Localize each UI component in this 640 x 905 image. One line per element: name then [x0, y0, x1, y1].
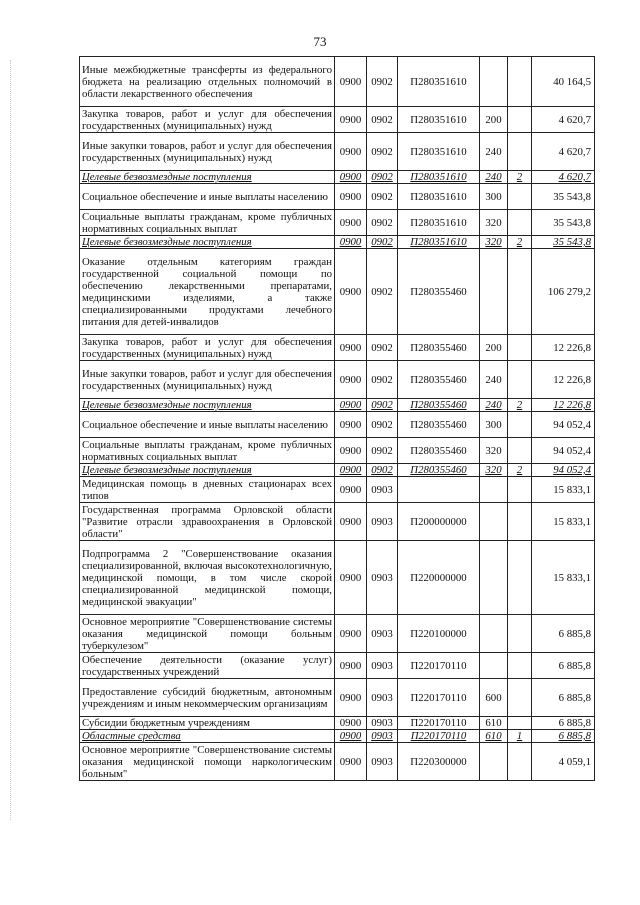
- row-amount: 12 226,8: [532, 361, 595, 399]
- row-subsection: 0903: [367, 730, 398, 743]
- row-source: [508, 249, 532, 335]
- row-expense-type: 320: [480, 236, 508, 249]
- row-target-code: П220170110: [398, 730, 480, 743]
- table-row: [80, 171, 595, 184]
- row-source: [508, 503, 532, 541]
- row-amount: 6 885,8: [532, 717, 595, 730]
- row-target-code: П280351610: [398, 184, 480, 210]
- row-expense-type: [480, 653, 508, 679]
- row-subsection: 0902: [367, 249, 398, 335]
- table-row: [80, 438, 595, 464]
- table-row: [80, 184, 595, 210]
- row-section: 0900: [335, 335, 367, 361]
- table-row: [80, 236, 595, 249]
- row-target-code: П280351610: [398, 133, 480, 171]
- budget-table: [79, 56, 595, 781]
- row-subsection: 0902: [367, 361, 398, 399]
- row-expense-type: 240: [480, 361, 508, 399]
- row-subsection: 0903: [367, 615, 398, 653]
- row-subsection: 0902: [367, 210, 398, 236]
- page-number: 73: [313, 34, 327, 49]
- row-name: Основное мероприятие "Совершенствование системы оказания медицинской помощи больным туберкулезом": [80, 615, 335, 653]
- row-target-code: П220170110: [398, 717, 480, 730]
- row-amount: 106 279,2: [532, 249, 595, 335]
- row-source: [508, 184, 532, 210]
- table-row: [80, 503, 595, 541]
- row-expense-type: [480, 615, 508, 653]
- row-amount: 40 164,5: [532, 57, 595, 107]
- row-section: 0900: [335, 133, 367, 171]
- row-source: [508, 133, 532, 171]
- row-amount: 35 543,8: [532, 184, 595, 210]
- row-section: 0900: [335, 399, 367, 412]
- row-target-code: П220170110: [398, 679, 480, 717]
- row-subsection: 0902: [367, 335, 398, 361]
- row-target-code: П280351610: [398, 57, 480, 107]
- row-source: [508, 615, 532, 653]
- row-name: Иные закупки товаров, работ и услуг для обеспечения государственных (муниципальных) нужд: [80, 133, 335, 171]
- row-source: [508, 477, 532, 503]
- row-amount: 94 052,4: [532, 412, 595, 438]
- row-name: Обеспечение деятельности (оказание услуг) государственных учреждений: [80, 653, 335, 679]
- row-expense-type: 320: [480, 438, 508, 464]
- row-target-code: П200000000: [398, 503, 480, 541]
- row-subsection: 0903: [367, 679, 398, 717]
- table-row: [80, 133, 595, 171]
- row-expense-type: 300: [480, 412, 508, 438]
- row-source: 2: [508, 399, 532, 412]
- row-name: Целевые безвозмездные поступления: [80, 464, 335, 477]
- row-subsection: 0903: [367, 503, 398, 541]
- row-expense-type: 200: [480, 107, 508, 133]
- table-row: [80, 717, 595, 730]
- row-section: 0900: [335, 541, 367, 615]
- table-row: [80, 210, 595, 236]
- row-name: Целевые безвозмездные поступления: [80, 236, 335, 249]
- row-amount: 12 226,8: [532, 399, 595, 412]
- row-subsection: 0902: [367, 57, 398, 107]
- row-amount: 94 052,4: [532, 464, 595, 477]
- row-source: [508, 743, 532, 781]
- row-target-code: П280355460: [398, 438, 480, 464]
- row-section: 0900: [335, 57, 367, 107]
- table-row: [80, 541, 595, 615]
- table-row: [80, 107, 595, 133]
- table-row: [80, 412, 595, 438]
- row-target-code: П280355460: [398, 412, 480, 438]
- row-section: 0900: [335, 107, 367, 133]
- row-name: Областные средства: [80, 730, 335, 743]
- row-expense-type: 200: [480, 335, 508, 361]
- row-target-code: П280355460: [398, 399, 480, 412]
- row-expense-type: 240: [480, 133, 508, 171]
- row-section: 0900: [335, 171, 367, 184]
- row-source: [508, 717, 532, 730]
- row-target-code: П280351610: [398, 171, 480, 184]
- row-expense-type: 600: [480, 679, 508, 717]
- table-row: [80, 249, 595, 335]
- table-row: [80, 615, 595, 653]
- row-amount: 15 833,1: [532, 477, 595, 503]
- row-amount: 4 620,7: [532, 107, 595, 133]
- table-row: [80, 361, 595, 399]
- row-source: [508, 541, 532, 615]
- row-source: 1: [508, 730, 532, 743]
- row-expense-type: 320: [480, 210, 508, 236]
- row-subsection: 0902: [367, 399, 398, 412]
- row-name: Целевые безвозмездные поступления: [80, 171, 335, 184]
- row-amount: 4 620,7: [532, 171, 595, 184]
- row-section: 0900: [335, 361, 367, 399]
- row-amount: 6 885,8: [532, 730, 595, 743]
- row-source: [508, 412, 532, 438]
- row-source: [508, 679, 532, 717]
- table-row: [80, 730, 595, 743]
- row-expense-type: 300: [480, 184, 508, 210]
- row-subsection: 0903: [367, 477, 398, 503]
- row-target-code: П280355460: [398, 464, 480, 477]
- row-name: Закупка товаров, работ и услуг для обеспечения государственных (муниципальных) нужд: [80, 107, 335, 133]
- scan-margin-line: [10, 60, 12, 820]
- row-name: Иные межбюджетные трансферты из федерального бюджета на реализацию отдельных полномочий в области лекарственного обеспечения: [80, 57, 335, 107]
- row-section: 0900: [335, 615, 367, 653]
- row-section: 0900: [335, 236, 367, 249]
- row-name: Закупка товаров, работ и услуг для обеспечения государственных (муниципальных) нужд: [80, 335, 335, 361]
- row-expense-type: [480, 57, 508, 107]
- row-section: 0900: [335, 184, 367, 210]
- row-subsection: 0902: [367, 236, 398, 249]
- row-name: Медицинская помощь в дневных стационарах всех типов: [80, 477, 335, 503]
- row-target-code: П280351610: [398, 210, 480, 236]
- row-section: 0900: [335, 477, 367, 503]
- row-source: [508, 57, 532, 107]
- row-name: Социальные выплаты гражданам, кроме публичных нормативных социальных выплат: [80, 210, 335, 236]
- row-section: 0900: [335, 717, 367, 730]
- row-target-code: [398, 477, 480, 503]
- row-target-code: П280355460: [398, 335, 480, 361]
- row-target-code: П280355460: [398, 249, 480, 335]
- row-section: 0900: [335, 653, 367, 679]
- row-amount: 15 833,1: [532, 503, 595, 541]
- row-expense-type: [480, 503, 508, 541]
- row-section: 0900: [335, 503, 367, 541]
- row-name: Социальные выплаты гражданам, кроме публичных нормативных социальных выплат: [80, 438, 335, 464]
- row-section: 0900: [335, 412, 367, 438]
- row-subsection: 0903: [367, 743, 398, 781]
- table-row: [80, 743, 595, 781]
- row-subsection: 0903: [367, 541, 398, 615]
- row-section: 0900: [335, 679, 367, 717]
- row-section: 0900: [335, 249, 367, 335]
- table-row: [80, 477, 595, 503]
- row-expense-type: 320: [480, 464, 508, 477]
- row-source: [508, 210, 532, 236]
- row-amount: 6 885,8: [532, 679, 595, 717]
- row-amount: 4 620,7: [532, 133, 595, 171]
- table-row: [80, 57, 595, 107]
- row-source: [508, 335, 532, 361]
- row-expense-type: [480, 541, 508, 615]
- row-section: 0900: [335, 210, 367, 236]
- row-target-code: П280351610: [398, 236, 480, 249]
- table-row: [80, 653, 595, 679]
- row-source: [508, 361, 532, 399]
- row-name: Целевые безвозмездные поступления: [80, 399, 335, 412]
- table-row: [80, 679, 595, 717]
- row-amount: 12 226,8: [532, 335, 595, 361]
- row-subsection: 0902: [367, 171, 398, 184]
- row-source: 2: [508, 236, 532, 249]
- row-amount: 4 059,1: [532, 743, 595, 781]
- row-name: Оказание отдельным категориям граждан государственной социальной помощи по обеспечению лекарственными препаратами, медицинскими изделиями, а также специализированными продуктами лечебного питания для детей-инвалидов: [80, 249, 335, 335]
- row-amount: 35 543,8: [532, 236, 595, 249]
- row-subsection: 0902: [367, 412, 398, 438]
- row-amount: 6 885,8: [532, 653, 595, 679]
- budget-table-body: [80, 57, 595, 781]
- row-expense-type: 610: [480, 730, 508, 743]
- row-amount: 6 885,8: [532, 615, 595, 653]
- row-name: Субсидии бюджетным учреждениям: [80, 717, 335, 730]
- row-expense-type: 240: [480, 171, 508, 184]
- row-expense-type: [480, 743, 508, 781]
- row-expense-type: 240: [480, 399, 508, 412]
- row-target-code: П220100000: [398, 615, 480, 653]
- table-row: [80, 335, 595, 361]
- row-subsection: 0902: [367, 107, 398, 133]
- row-target-code: П220170110: [398, 653, 480, 679]
- row-section: 0900: [335, 743, 367, 781]
- row-expense-type: 610: [480, 717, 508, 730]
- row-name: Иные закупки товаров, работ и услуг для обеспечения государственных (муниципальных) нужд: [80, 361, 335, 399]
- row-target-code: П280355460: [398, 361, 480, 399]
- row-subsection: 0902: [367, 184, 398, 210]
- row-subsection: 0902: [367, 438, 398, 464]
- row-section: 0900: [335, 438, 367, 464]
- row-subsection: 0902: [367, 133, 398, 171]
- row-name: Основное мероприятие "Совершенствование системы оказания медицинской помощи наркологическим больным": [80, 743, 335, 781]
- row-subsection: 0903: [367, 717, 398, 730]
- row-name: Предоставление субсидий бюджетным, автономным учреждениям и иным некоммерческим организациям: [80, 679, 335, 717]
- row-section: 0900: [335, 464, 367, 477]
- row-name: Социальное обеспечение и иные выплаты населению: [80, 412, 335, 438]
- row-name: Подпрограмма 2 "Совершенствование оказания специализированной, включая высокотехнологичную, медицинской помощи, в том числе скорой специализированной медицинской помощи, медицинской эвакуации": [80, 541, 335, 615]
- row-target-code: П220000000: [398, 541, 480, 615]
- table-row: [80, 399, 595, 412]
- row-expense-type: [480, 477, 508, 503]
- row-source: [508, 653, 532, 679]
- row-section: 0900: [335, 730, 367, 743]
- table-row: [80, 464, 595, 477]
- row-name: Социальное обеспечение и иные выплаты населению: [80, 184, 335, 210]
- row-expense-type: [480, 249, 508, 335]
- row-target-code: П220300000: [398, 743, 480, 781]
- row-amount: 94 052,4: [532, 438, 595, 464]
- row-name: Государственная программа Орловской области "Развитие отрасли здравоохранения в Орловской области": [80, 503, 335, 541]
- row-source: [508, 107, 532, 133]
- row-subsection: 0902: [367, 464, 398, 477]
- row-subsection: 0903: [367, 653, 398, 679]
- row-source: 2: [508, 171, 532, 184]
- row-amount: 35 543,8: [532, 210, 595, 236]
- row-source: 2: [508, 464, 532, 477]
- row-source: [508, 438, 532, 464]
- row-amount: 15 833,1: [532, 541, 595, 615]
- row-target-code: П280351610: [398, 107, 480, 133]
